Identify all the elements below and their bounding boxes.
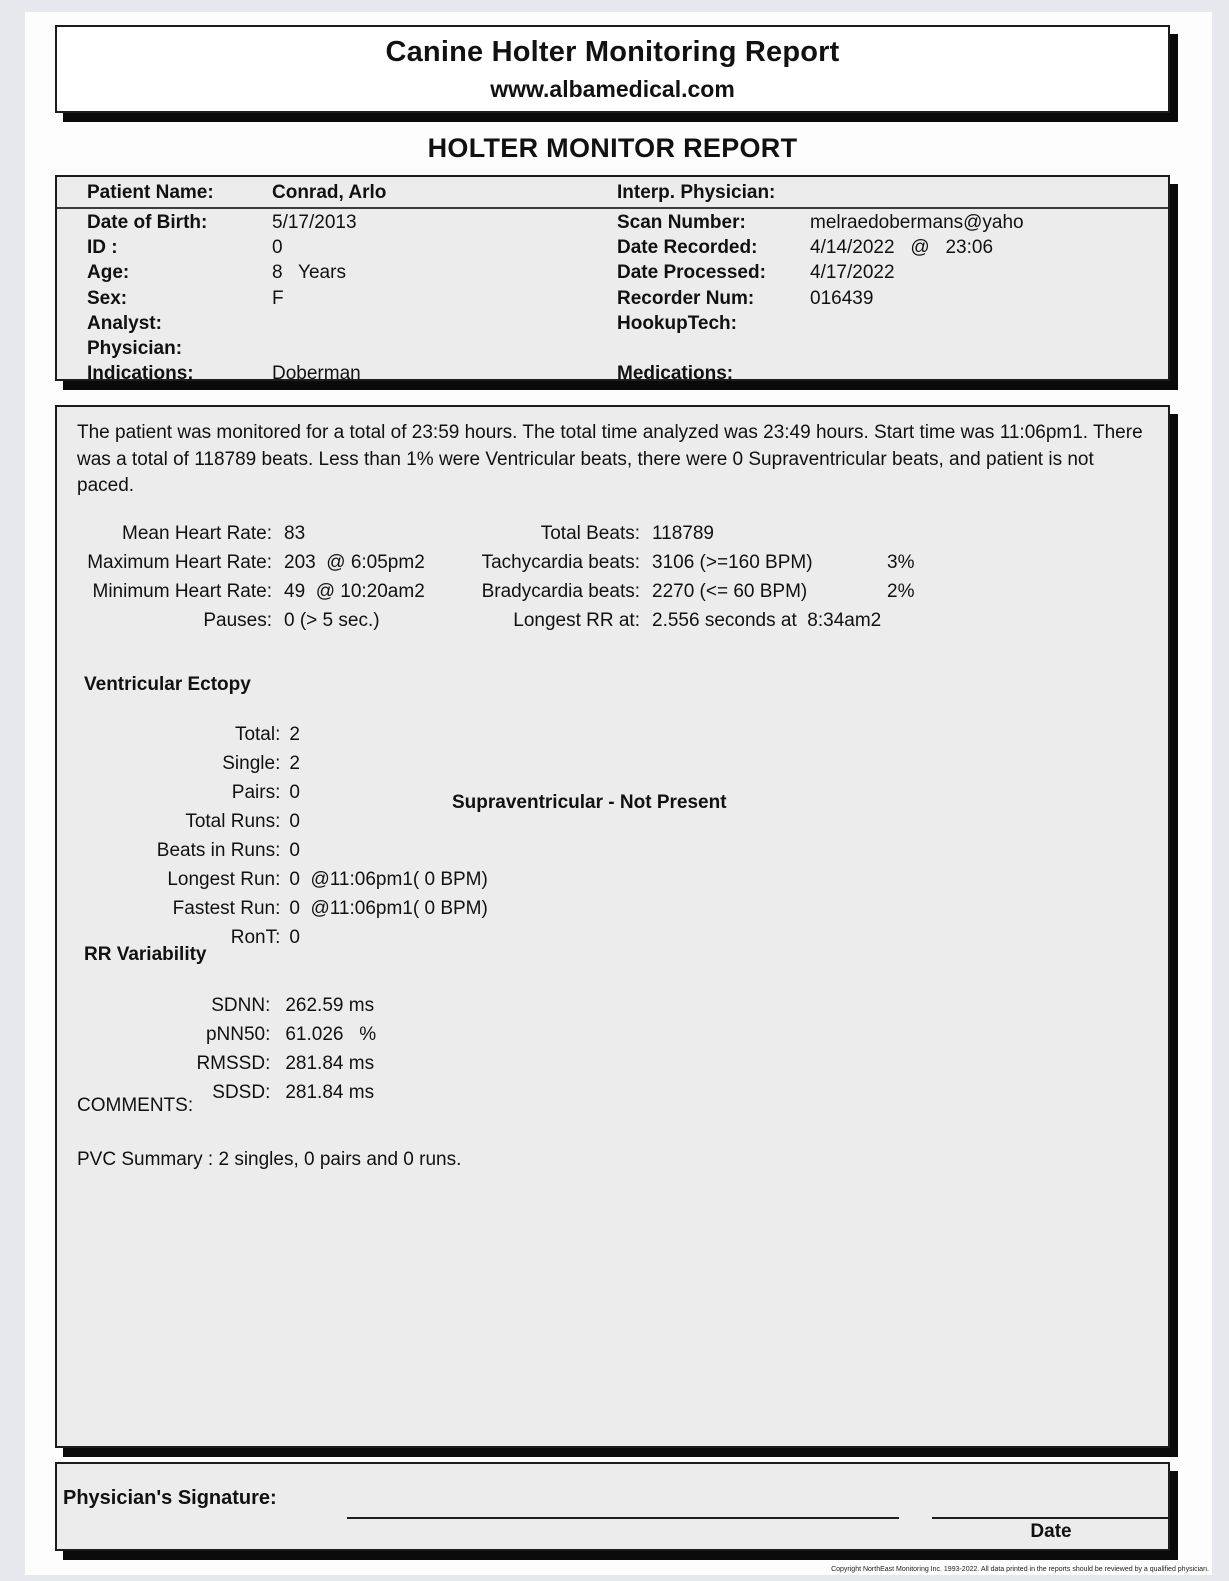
stats-row: [57, 523, 1168, 552]
stat-value: 49 @ 10:20am2: [284, 581, 425, 602]
ectopy-label: Longest Run:: [167, 869, 281, 890]
stat-label: Mean Heart Rate:: [122, 523, 272, 544]
report-page: [25, 12, 1212, 1575]
field-label: Recorder Num:: [617, 287, 755, 309]
ectopy-value: 0 @11:06pm1( 0 BPM): [289, 898, 488, 919]
field-value: melraedobermans@yaho: [810, 212, 1024, 233]
header-box: [55, 25, 1170, 113]
stat-label: Minimum Heart Rate:: [92, 581, 272, 602]
page-title: HOLTER MONITOR REPORT: [427, 133, 798, 163]
field-value: 5/17/2013: [272, 212, 357, 233]
heart-rate-stats-table: [57, 523, 1168, 639]
patient-info-row: [57, 260, 1168, 285]
field-label: Analyst:: [87, 312, 162, 334]
stat-value: 2.556 seconds at 8:34am2: [652, 610, 882, 631]
stat-label: Maximum Heart Rate:: [87, 552, 272, 573]
patient-info-row: [57, 311, 1168, 336]
signature-line: [347, 1517, 899, 1519]
footer-copyright: Copyright NorthEast Monitoring Inc. 1993-2022. All data printed in the reports should be reviewed by a qualified physician.: [831, 1566, 1209, 1573]
field-label: Indications:: [87, 363, 194, 385]
ectopy-value: 0: [289, 782, 300, 803]
rr-value: 281.84 ms: [285, 1082, 375, 1103]
stats-row: [57, 552, 1168, 581]
field-label: Date Processed:: [617, 262, 766, 284]
patient-info-row: [57, 336, 1168, 361]
signature-box: [55, 1462, 1170, 1551]
stat-value: 83: [284, 523, 306, 544]
stat-percent: [875, 523, 887, 552]
rr-value: 61.026 %: [285, 1024, 377, 1045]
field-value: 0: [272, 237, 283, 259]
field-label: ID :: [87, 237, 118, 259]
stat-value: 203 @ 6:05pm2: [284, 552, 425, 573]
field-value: 016439: [810, 287, 874, 309]
patient-info-box: [55, 175, 1170, 385]
stat-label: Tachycardia beats:: [481, 552, 640, 573]
field-label: Date of Birth:: [87, 212, 208, 233]
patient-info-row: [57, 361, 1168, 386]
patient-info-rows: [57, 210, 1168, 386]
stat-label: Longest RR at:: [513, 610, 640, 631]
ectopy-value: 2: [289, 724, 300, 745]
rr-variability-title: RR Variability: [84, 944, 207, 965]
ectopy-label: Pairs:: [231, 782, 281, 803]
patient-name-label: Patient Name:: [87, 182, 214, 203]
ectopy-label: Single:: [222, 753, 281, 774]
ectopy-label: Fastest Run:: [172, 898, 281, 919]
comments-label: COMMENTS:: [77, 1095, 194, 1116]
field-label: Age:: [87, 262, 130, 284]
stat-percent: [875, 610, 887, 639]
ectopy-label: Total Runs:: [185, 811, 281, 832]
rr-value: 262.59 ms: [285, 995, 375, 1016]
summary-paragraph: The patient was monitored for a total of 23:59 hours. The total time analyzed was 23:49 hours. Start time was 11:06pm1. There was a total of 118789 beats. Less than 1% were Ventricular beats, there were 0 Supraventricular beats, and patient is not paced.: [77, 422, 1143, 496]
date-label: Date: [1030, 1521, 1072, 1542]
ectopy-value: 0: [289, 927, 300, 948]
ectopy-label: Beats in Runs:: [156, 840, 281, 861]
pvc-summary: PVC Summary : 2 singles, 0 pairs and 0 runs.: [77, 1149, 462, 1170]
field-label: HookupTech:: [617, 312, 737, 334]
field-label: Medications:: [617, 363, 734, 385]
results-box: [55, 405, 1170, 1448]
stat-percent: 2%: [887, 581, 915, 602]
field-value: 8 Years: [272, 262, 346, 284]
supraventricular-note: Supraventricular - Not Present: [452, 792, 727, 813]
stat-value: 2270 (<= 60 BPM): [652, 581, 808, 602]
field-label: Date Recorded:: [617, 237, 758, 259]
stat-label: Pauses:: [203, 610, 272, 631]
ectopy-row: [57, 702, 724, 745]
field-label: Scan Number:: [617, 212, 746, 233]
rr-variability-rows: [57, 973, 724, 1103]
stat-label: Total Beats:: [540, 523, 640, 544]
report-brand-title: Canine Holter Monitoring Report: [385, 36, 840, 68]
stat-percent: 3%: [887, 552, 915, 573]
stat-value: 0 (> 5 sec.): [284, 610, 380, 631]
rr-label: SDSD:: [212, 1082, 271, 1103]
rr-label: SDNN:: [211, 995, 271, 1016]
date-line: [932, 1517, 1170, 1519]
ventricular-ectopy-title: Ventricular Ectopy: [84, 674, 251, 695]
rr-variability-section: [57, 944, 724, 1103]
ectopy-value: 0: [289, 811, 300, 832]
rr-label: RMSSD:: [196, 1053, 271, 1074]
field-value: 4/14/2022 @ 23:06: [810, 237, 994, 259]
rr-value: 281.84 ms: [285, 1053, 375, 1074]
patient-name-value: Conrad, Arlo: [272, 182, 387, 203]
ectopy-value: 0 @11:06pm1( 0 BPM): [289, 869, 488, 890]
interp-physician-label: Interp. Physician:: [617, 182, 776, 203]
ectopy-value: 2: [289, 753, 300, 774]
ventricular-ectopy-rows: [57, 702, 724, 948]
ectopy-value: 0: [289, 840, 300, 861]
field-label: Physician:: [87, 337, 183, 359]
physician-signature-label: Physician's Signature:: [63, 1487, 277, 1509]
patient-info-header-row: [57, 177, 1168, 209]
field-value: F: [272, 287, 284, 309]
stats-row: [57, 610, 1168, 639]
rr-row: [57, 973, 724, 1016]
rr-label: pNN50:: [205, 1024, 271, 1045]
stat-value: 118789: [652, 523, 714, 544]
stat-label: Bradycardia beats:: [481, 581, 640, 602]
field-label: Sex:: [87, 287, 128, 309]
patient-info-row: [57, 235, 1168, 260]
ectopy-label: Total:: [234, 724, 281, 745]
field-value: Doberman: [272, 363, 361, 385]
ectopy-label: RonT:: [230, 927, 281, 948]
field-value: 4/17/2022: [810, 262, 895, 284]
patient-info-row: [57, 210, 1168, 235]
patient-info-row: [57, 286, 1168, 311]
stat-value: 3106 (>=160 BPM): [652, 552, 813, 573]
stats-row: [57, 581, 1168, 610]
website-url: www.albamedical.com: [490, 76, 735, 102]
